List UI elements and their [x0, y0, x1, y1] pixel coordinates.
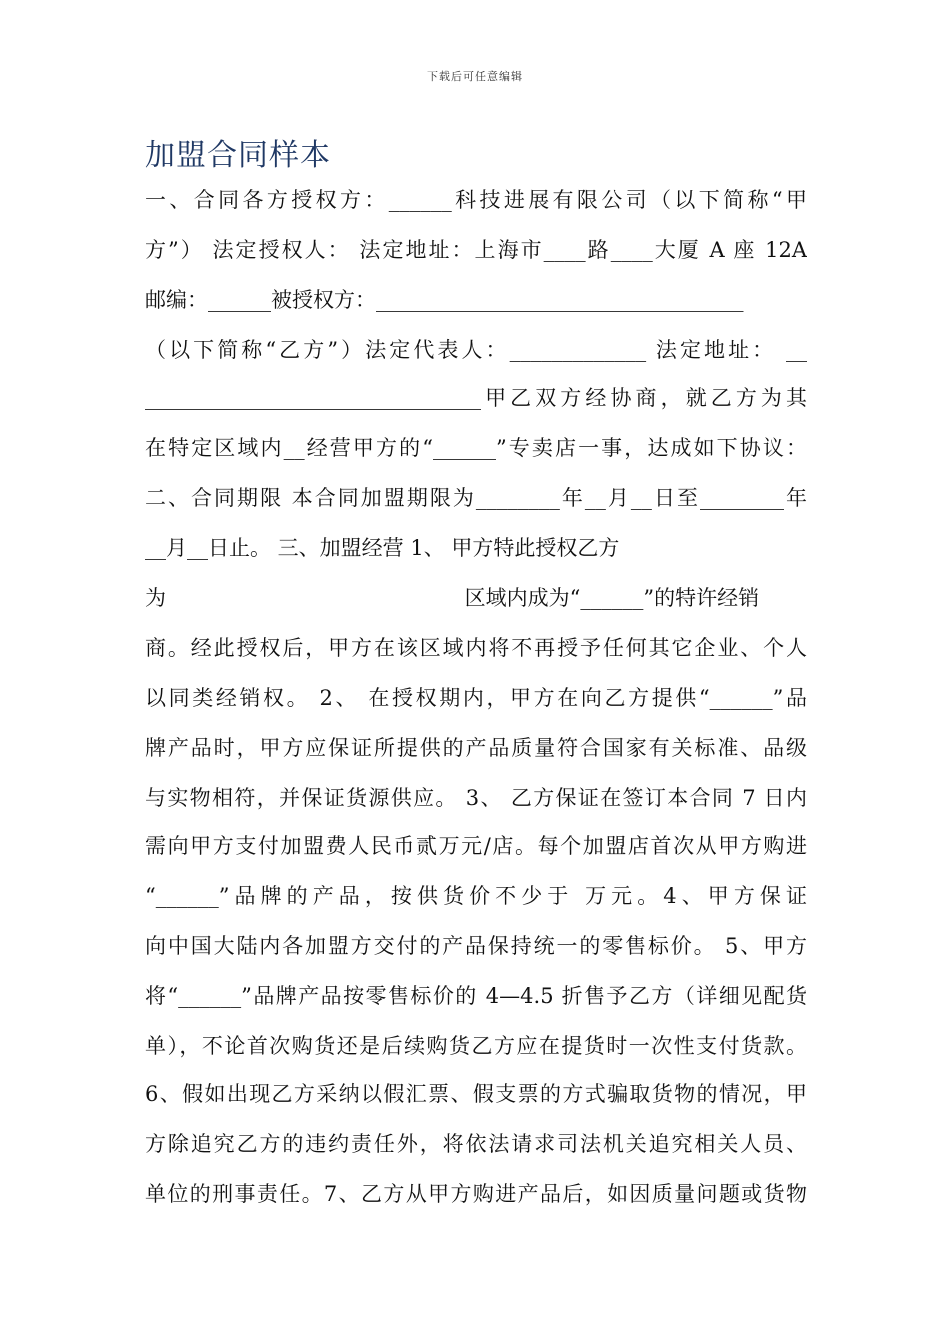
header-note: 下载后可任意编辑	[427, 70, 523, 83]
body-line: 6、假如出现乙方采纳以假汇票、假支票的方式骗取货物的情况，甲	[145, 1082, 807, 1106]
body-line: 一、合同各方授权方：______科技进展有限公司（以下简称“甲	[145, 188, 807, 212]
body-line: 与实物相符，并保证货源供应。 3、 乙方保证在签订本合同 7 日内	[145, 786, 807, 810]
body-line: 需向甲方支付加盟费人民币贰万元/店。每个加盟店首次从甲方购进	[145, 834, 807, 858]
document-title: 加盟合同样本	[145, 138, 331, 173]
body-line: “______”品牌的产品，按供货价不少于 万元。4、甲方保证	[145, 884, 807, 908]
body-line: 将“______”品牌产品按零售标价的 4—4.5 折售予乙方（详细见配货	[145, 984, 807, 1008]
body-line: （以下简称“乙方”）法定代表人：_____________ 法定地址： __	[145, 338, 807, 362]
body-line: 以同类经销权。 2、 在授权期内，甲方在向乙方提供“______”品	[145, 686, 807, 710]
body-line: 在特定区域内__经营甲方的“______”专卖店一事，达成如下协议：	[145, 436, 807, 460]
body-line: 方除追究乙方的违约责任外，将依法请求司法机关追究相关人员、	[145, 1132, 807, 1156]
body-line: 方”） 法定授权人： 法定地址：上海市____路____大厦 A 座 12A	[145, 238, 807, 262]
body-line: 单位的刑事责任。7、乙方从甲方购进产品后，如因质量问题或货物	[145, 1182, 807, 1206]
body-line: 为 区域内成为“______”的特许经销	[145, 586, 760, 610]
body-line: 向中国大陆内各加盟方交付的产品保持统一的零售标价。 5、甲方	[145, 934, 807, 958]
body-line: 牌产品时，甲方应保证所提供的产品质量符合国家有关标准、品级	[145, 736, 807, 760]
body-line: __月__日止。 三、加盟经营 1、 甲方特此授权乙方	[145, 536, 620, 560]
body-line: 单），不论首次购货还是后续购货乙方应在提货时一次性支付货款。	[145, 1034, 807, 1058]
body-line: 邮编：______被授权方：___________________________________	[145, 288, 744, 312]
body-line: ________________________________甲乙双方经协商，就乙方为其	[145, 386, 807, 410]
body-line: 二、合同期限 本合同加盟期限为________年__月__日至________年	[145, 486, 807, 510]
body-line: 商。经此授权后，甲方在该区域内将不再授予任何其它企业、个人	[145, 636, 807, 660]
